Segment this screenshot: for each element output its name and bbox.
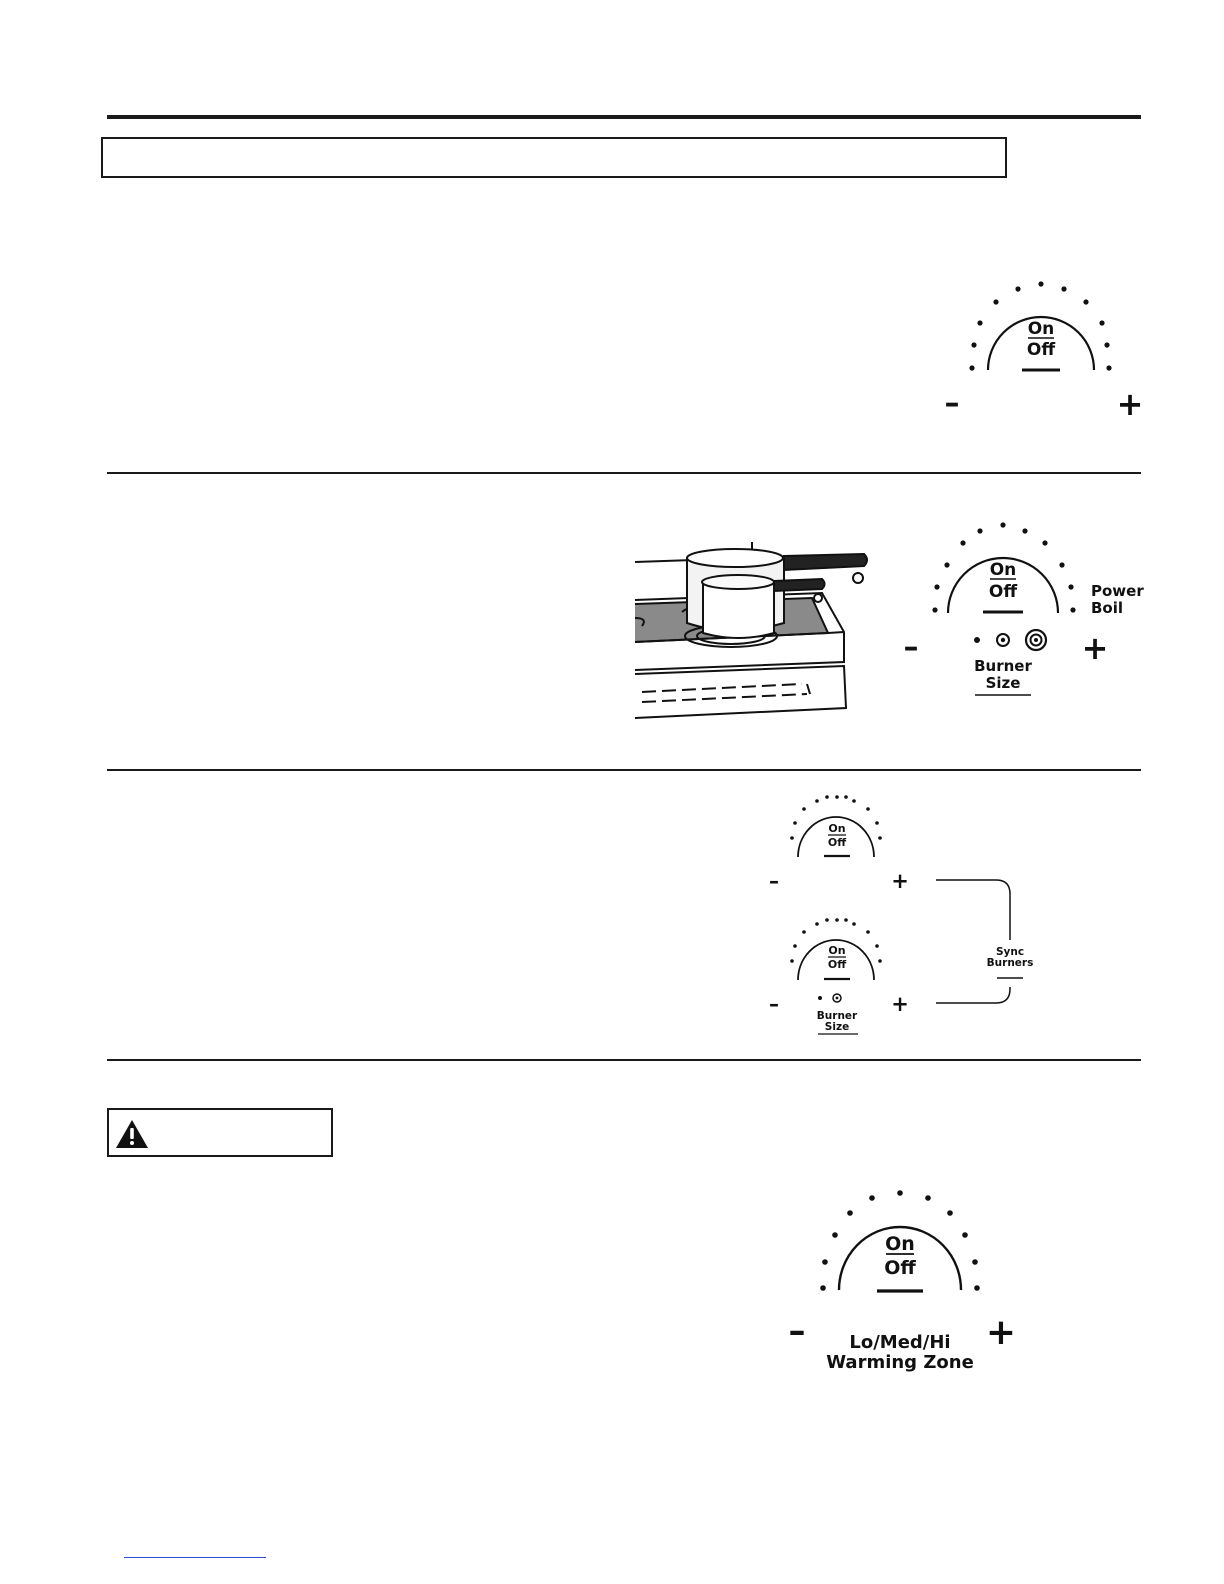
off-label[interactable]: Off <box>884 1257 916 1279</box>
section-rule <box>107 472 1141 474</box>
footer-link-underline[interactable] <box>124 1557 266 1558</box>
minus-button[interactable]: – <box>769 992 779 1016</box>
warming-zone-label-line2[interactable]: Warming Zone <box>826 1352 974 1373</box>
plus-button[interactable]: + <box>1116 385 1144 423</box>
plus-button[interactable]: + <box>1081 629 1109 667</box>
power-boil-label-line2[interactable]: Boil <box>1091 599 1124 617</box>
on-label[interactable]: On <box>828 944 846 957</box>
upper-sync-dial <box>769 795 909 893</box>
on-label[interactable]: On <box>885 1233 915 1255</box>
burner-dial-basic <box>930 275 1150 425</box>
plus-button[interactable]: + <box>891 869 909 893</box>
sync-burners-dials <box>760 790 1040 1040</box>
sync-burners-label-line1[interactable]: Sync <box>995 946 1025 958</box>
plus-button[interactable]: + <box>985 1312 1017 1353</box>
on-label[interactable]: On <box>1027 319 1055 339</box>
warning-box <box>107 1108 333 1157</box>
section-rule <box>107 769 1141 771</box>
minus-button[interactable]: – <box>788 1311 806 1351</box>
burner-size-label-line2[interactable]: Size <box>824 1021 850 1033</box>
burner-size-label-line2[interactable]: Size <box>985 674 1021 692</box>
minus-button[interactable]: – <box>769 869 779 893</box>
saucepan-on-cooktop-icon <box>632 538 877 726</box>
sync-burners-label-line2[interactable]: Burners <box>986 957 1034 969</box>
minus-button[interactable]: – <box>944 386 960 421</box>
sync-bracket-bottom <box>936 987 1010 1003</box>
section-rule <box>107 1059 1141 1061</box>
lower-sync-dial <box>769 918 909 1034</box>
plus-button[interactable]: + <box>891 992 909 1016</box>
section-header-box <box>101 137 1007 178</box>
off-label[interactable]: Off <box>1026 340 1056 360</box>
top-rule <box>107 115 1141 119</box>
on-label[interactable]: On <box>828 822 846 835</box>
off-label[interactable]: Off <box>988 582 1018 602</box>
burner-size-dot <box>974 637 980 643</box>
off-label[interactable]: Off <box>827 958 847 971</box>
minus-button[interactable]: – <box>903 630 919 665</box>
warming-zone-dial <box>775 1180 1025 1380</box>
warming-zone-label-line1[interactable]: Lo/Med/Hi <box>849 1332 951 1353</box>
burner-size-label-line1[interactable]: Burner <box>816 1010 858 1022</box>
burner-size-label-line1[interactable]: Burner <box>974 657 1032 675</box>
burner-dial-power-boil <box>895 515 1145 700</box>
off-label[interactable]: Off <box>827 836 847 849</box>
on-label[interactable]: On <box>989 560 1017 580</box>
warning-triangle-icon <box>115 1119 149 1149</box>
sync-bracket-top <box>936 880 1010 940</box>
power-boil-label-line1[interactable]: Power <box>1091 582 1144 600</box>
